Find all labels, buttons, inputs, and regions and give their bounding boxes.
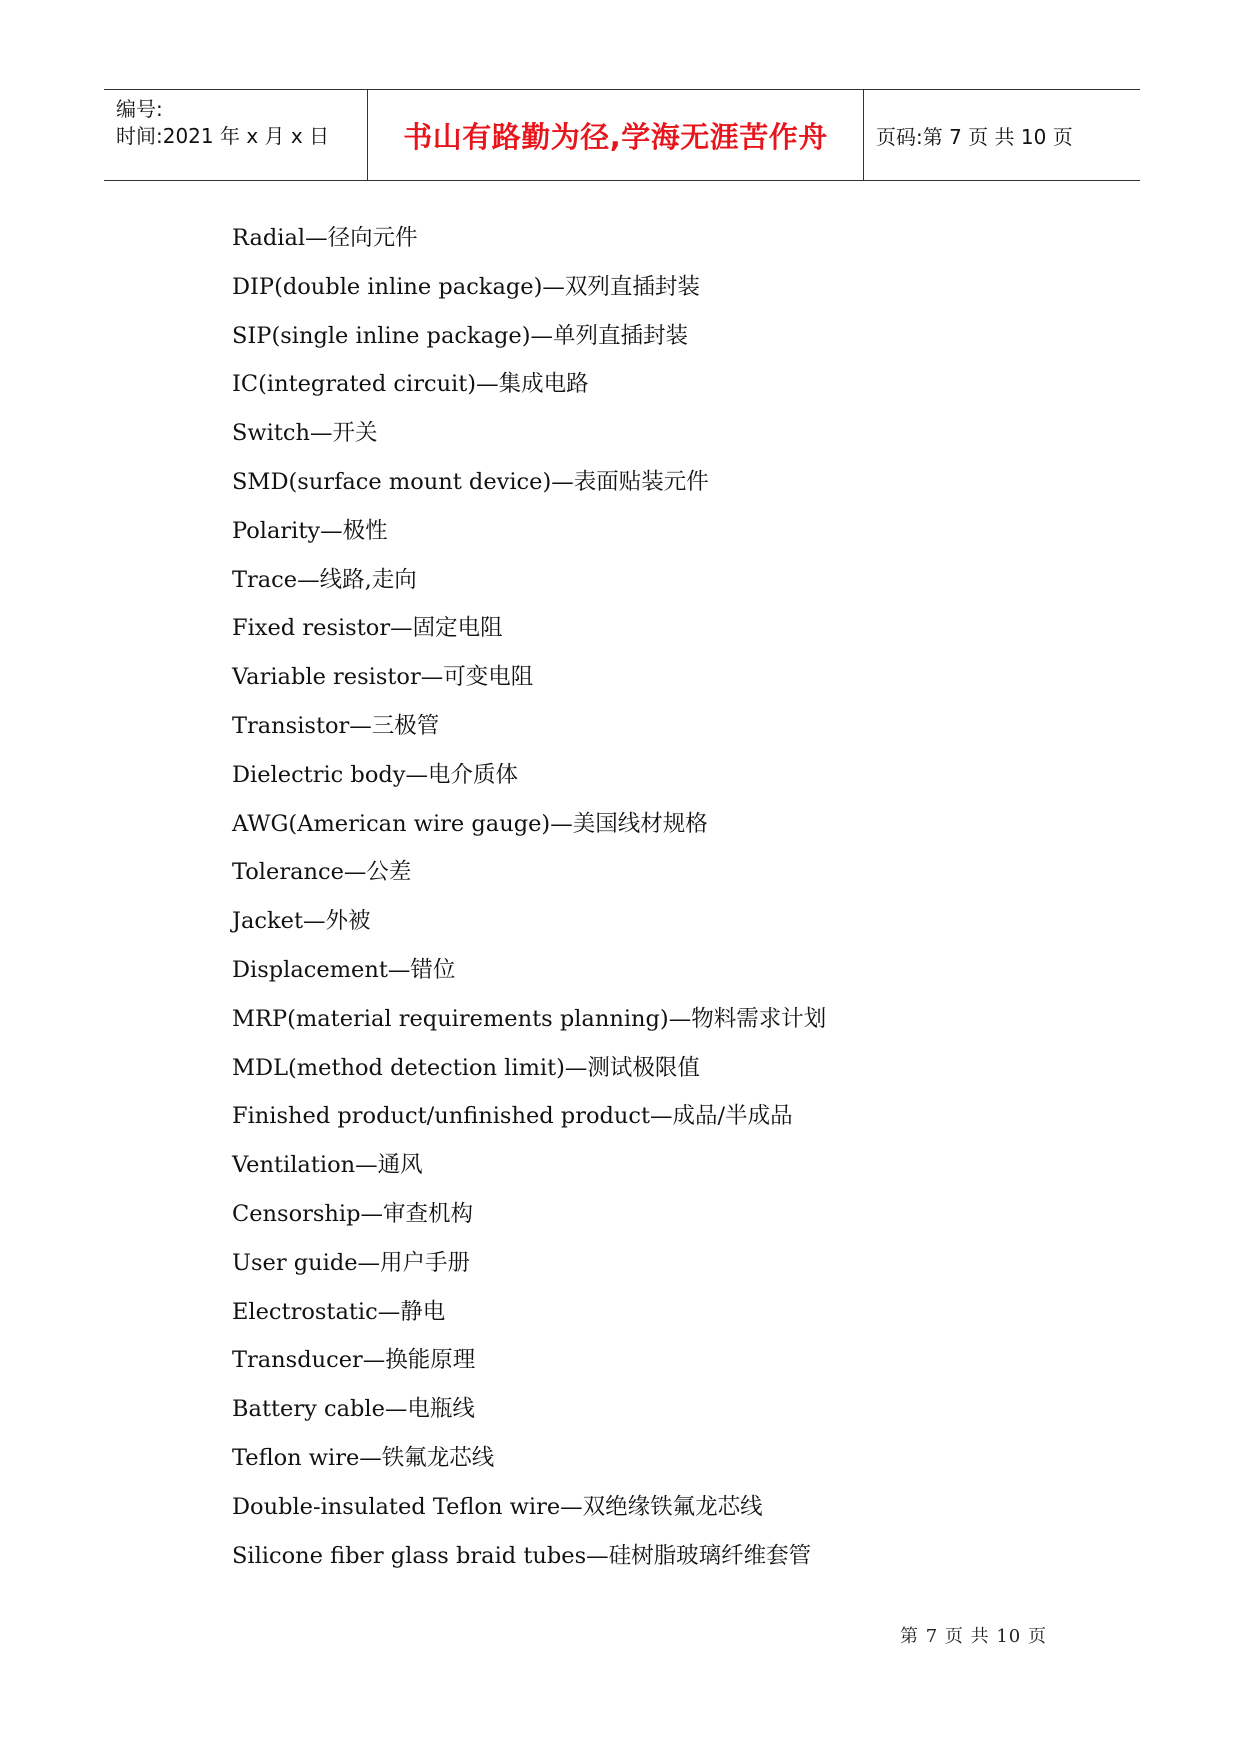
term-item: SMD(surface mount device)—表面贴装元件 [232,468,709,495]
term-item: Trace—线路,走向 [232,566,417,593]
term-item: AWG(American wire gauge)—美国线材规格 [232,810,708,837]
document-time-label: 时间:2021 年 x 月 x 日 [116,124,330,148]
term-item: SIP(single inline package)—单列直插封装 [232,322,689,349]
term-item: Electrostatic—静电 [232,1298,446,1325]
term-item: Displacement—错位 [232,956,456,983]
term-item: Battery cable—电瓶线 [232,1396,475,1423]
term-item: Polarity—极性 [232,517,388,544]
term-item: Switch—开关 [232,420,378,447]
term-list [232,214,826,1580]
term-item: Dielectric body—电介质体 [232,761,518,788]
term-item: MDL(method detection limit)—测试极限值 [232,1054,700,1081]
header-motto: 书山有路勤为径,学海无涯苦作舟 [403,119,828,154]
term-item: Radial—径向元件 [232,225,418,251]
term-item: Fixed resistor—固定电阻 [232,615,503,642]
term-item: MRP(material requirements planning)—物料需求计划 [232,1005,827,1032]
term-item: Transistor—三极管 [232,712,440,739]
term-item: IC(integrated circuit)—集成电路 [232,371,589,398]
term-item: Censorship—审查机构 [232,1200,474,1227]
term-item: Jacket—外被 [232,908,371,935]
page-header [104,89,1140,181]
term-item: Transducer—换能原理 [232,1347,476,1374]
term-item: User guide—用户手册 [232,1249,471,1276]
term-item: Ventilation—通风 [232,1152,423,1179]
term-item: Tolerance—公差 [232,859,412,886]
page-footer: 第 7 页 共 10 页 [900,1626,1047,1647]
term-item: Teflon wire—铁氟龙芯线 [232,1444,495,1471]
term-item: Finished product/unfinished product—成品/半成品 [232,1103,793,1130]
term-item: DIP(double inline package)—双列直插封装 [232,273,700,300]
term-item: Silicone fiber glass braid tubes—硅树脂玻璃纤维套管 [232,1542,812,1569]
term-item: Double-insulated Teflon wire—双绝缘铁氟龙芯线 [232,1493,763,1520]
header-page-code: 页码:第 7 页 共 10 页 [876,124,1073,149]
header-meta-cell [104,90,368,180]
term-item: Variable resistor—可变电阻 [232,664,534,691]
document-number-label: 编号: [116,97,163,121]
header-page-cell [864,90,1140,180]
header-motto-cell [368,90,864,180]
